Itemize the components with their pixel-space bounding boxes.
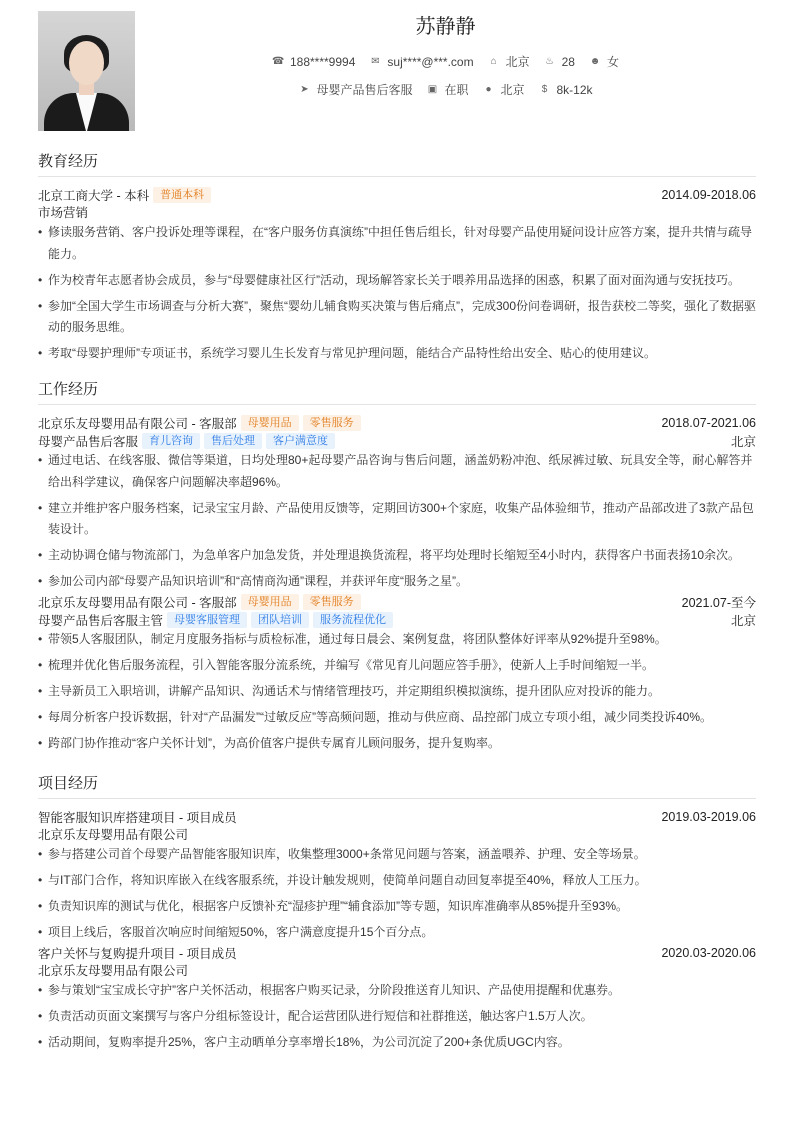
position-title: 母婴产品售后客服 — [38, 435, 139, 449]
list-item: • 通过电话、在线客服、微信等渠道，日均处理80+起母婴产品咨询与售后问题，涵盖奶粉冲泡、纸尿裤过敏、玩具安全等，耐心解答并给出科学建议，确保客户问题解决率超96%。 — [38, 450, 756, 493]
contact-row — [135, 53, 756, 70]
project-date: 2019.03-2019.06 — [661, 810, 756, 824]
job-bullets — [38, 450, 756, 593]
project-date: 2020.03-2020.06 — [661, 946, 756, 960]
list-item: • 活动期间，复购率提升25%，客户主动晒单分享率增长18%，为公司沉淀了200+条优质UGC内容。 — [38, 1032, 756, 1054]
mail-icon: ✉ — [371, 55, 380, 67]
project-bullets — [38, 844, 756, 944]
gender-item — [589, 53, 619, 70]
project-org: 北京乐友母婴用品有限公司 — [38, 964, 189, 978]
hometown-item — [488, 53, 530, 70]
list-item: • 参与搭建公司首个母婴产品智能客服知识库，收集整理3000+条常见问题与答案，涵盖喂养、护理、安全等场景。 — [38, 844, 756, 866]
email-text: suj****@***.com — [387, 54, 474, 69]
list-item: • 带领5人客服团队，制定月度服务指标与质检标准，通过每日晨会、案例复盘，将团队整体好评率从92%提升至98%。 — [38, 629, 756, 651]
salary-item — [539, 83, 593, 97]
phone-icon: ☎ — [271, 55, 285, 67]
salary-text: 8k-12k — [556, 82, 593, 97]
send-icon: ➤ — [300, 83, 309, 95]
location-icon: ● — [485, 83, 492, 95]
job-date: 2018.07-2021.06 — [661, 416, 756, 430]
skill-tag: 育儿咨询 — [142, 433, 200, 449]
gender-icon: ☻ — [589, 55, 601, 67]
target-city-item — [482, 81, 524, 98]
industry-tag: 零售服务 — [303, 594, 361, 610]
hometown-text: 北京 — [505, 55, 530, 69]
skill-tag: 服务流程优化 — [313, 612, 393, 628]
cake-icon: ♨ — [545, 55, 555, 67]
position-row — [38, 611, 756, 629]
profile-photo — [38, 11, 135, 131]
list-item: • 负责活动页面文案撰写与客户分组标签设计，配合运营团队进行短信和社群推送，触达客户1.5万人次。 — [38, 1006, 756, 1028]
job-header — [38, 593, 756, 611]
position-title: 母婴产品售后客服主管 — [38, 614, 164, 628]
project-name: 客户关怀与复购提升项目 - 项目成员 — [38, 947, 237, 961]
status-item — [426, 81, 468, 98]
list-item: • 项目上线后，客服首次响应时间缩短50%，客户满意度提升15个百分点。 — [38, 922, 756, 944]
email-item — [369, 55, 473, 69]
skill-tag: 母婴客服管理 — [167, 612, 247, 628]
position-row — [38, 432, 756, 450]
project-entry — [38, 808, 756, 944]
salary-icon: $ — [541, 83, 548, 95]
target-job-item — [298, 81, 412, 98]
list-item: • 主导新员工入职培训，讲解产品知识、沟通话术与情绪管理技巧，并定期组织模拟演练，提升团队应对投诉的能力。 — [38, 681, 756, 703]
major: 市场营销 — [38, 206, 89, 220]
degree-tag: 普通本科 — [153, 187, 211, 203]
project-org: 北京乐友母婴用品有限公司 — [38, 828, 189, 842]
target-city-text: 北京 — [500, 83, 525, 97]
status-text: 在职 — [444, 83, 469, 97]
list-item: • 参与策划“宝宝成长守护”客户关怀活动，根据客户购买记录，分阶段推送育儿知识、产品使用提醒和优惠券。 — [38, 980, 756, 1002]
education-section — [38, 150, 756, 369]
project-header — [38, 808, 756, 826]
list-item: • 负责知识库的测试与优化，根据客户反馈补充“湿疹护理”“辅食添加”等专题，知识库准确率从85%提升至93%。 — [38, 896, 756, 918]
job-entry — [38, 414, 756, 593]
project-entry — [38, 944, 756, 1054]
company-name: 北京乐友母婴用品有限公司 - 客服部 — [38, 596, 237, 610]
section-title: 教育经历 — [38, 150, 756, 177]
job-bullets — [38, 629, 756, 755]
section-title: 项目经历 — [38, 772, 756, 799]
list-item: • 梳理并优化售后服务流程，引入智能客服分流系统，并编写《常见育儿问题应答手册》，使新人上手时间缩短一半。 — [38, 655, 756, 677]
company-name: 北京乐友母婴用品有限公司 - 客服部 — [38, 417, 237, 431]
list-item: • 与IT部门合作，将知识库嵌入在线客服系统，并设计触发规则，使简单问题自动回复率提至40%，释放人工压力。 — [38, 870, 756, 892]
list-item: • 考取“母婴护理师”专项证书，系统学习婴儿生长发育与常见护理问题，能结合产品特性给出安全、贴心的使用建议。 — [38, 343, 756, 365]
industry-tag: 母婴用品 — [241, 415, 299, 431]
home-icon: ⌂ — [490, 55, 497, 67]
job-city: 北京 — [730, 435, 756, 449]
briefcase-icon: ▣ — [427, 83, 438, 95]
list-item: • 建立并维护客户服务档案，记录宝宝月龄、产品使用反馈等，定期回访300+个家庭，收集产品体验细节，推动产品部改进了3款产品包装设计。 — [38, 498, 756, 541]
work-section — [38, 378, 756, 759]
age-text: 28 — [561, 54, 575, 69]
candidate-name: 苏静静 — [415, 16, 476, 38]
list-item: • 参加“全国大学生市场调查与分析大赛”，聚焦“婴幼儿辅食购买决策与售后痛点”，完成300份问卷调研，报告获校二等奖，强化了数据驱动的服务思维。 — [38, 296, 756, 339]
gender-text: 女 — [606, 55, 619, 69]
education-header — [38, 186, 756, 204]
job-entry — [38, 593, 756, 755]
job-city: 北京 — [730, 614, 756, 628]
job-date: 2021.07-至今 — [681, 596, 756, 610]
skill-tag: 客户满意度 — [266, 433, 335, 449]
job-header — [38, 414, 756, 432]
list-item: • 每周分析客户投诉数据，针对“产品漏发”“过敏反应”等高频问题，推动与供应商、品控部门成立专项小组，减少同类投诉40%。 — [38, 707, 756, 729]
list-item: • 修读服务营销、客户投诉处理等课程，在“客户服务仿真演练”中担任售后组长，针对母婴产品使用疑问设计应答方案，提升共情与疏导能力。 — [38, 222, 756, 265]
phone-text: 188****9994 — [289, 54, 356, 69]
list-item: • 参加公司内部“母婴产品知识培训”和“高情商沟通”课程，并获评年度“服务之星”。 — [38, 571, 756, 593]
education-bullets — [38, 222, 756, 365]
project-bullets — [38, 980, 756, 1054]
project-header — [38, 944, 756, 962]
job-intent-row — [135, 81, 756, 98]
industry-tag: 母婴用品 — [241, 594, 299, 610]
age-item — [544, 55, 575, 69]
industry-tag: 零售服务 — [303, 415, 361, 431]
project-name: 智能客服知识库搭建项目 - 项目成员 — [38, 811, 237, 825]
school-name: 北京工商大学 - 本科 — [38, 189, 150, 203]
target-job-text: 母婴产品售后客服 — [316, 83, 413, 97]
phone-item — [272, 55, 355, 69]
skill-tag: 售后处理 — [204, 433, 262, 449]
list-item: • 作为校青年志愿者协会成员，参与“母婴健康社区行”活动，现场解答家长关于喂养用品选择的困惑，积累了面对面沟通与安抚技巧。 — [38, 270, 756, 292]
section-title: 工作经历 — [38, 378, 756, 405]
list-item: • 跨部门协作推动“客户关怀计划”，为高价值客户提供专属育儿顾问服务，提升复购率。 — [38, 733, 756, 755]
list-item: • 主动协调仓储与物流部门，为急单客户加急发货，并处理退换货流程，将平均处理时长缩短至4小时内，获得客户书面表扬10余次。 — [38, 545, 756, 567]
skill-tag: 团队培训 — [251, 612, 309, 628]
projects-section — [38, 772, 756, 1058]
education-date: 2014.09-2018.06 — [661, 188, 756, 202]
